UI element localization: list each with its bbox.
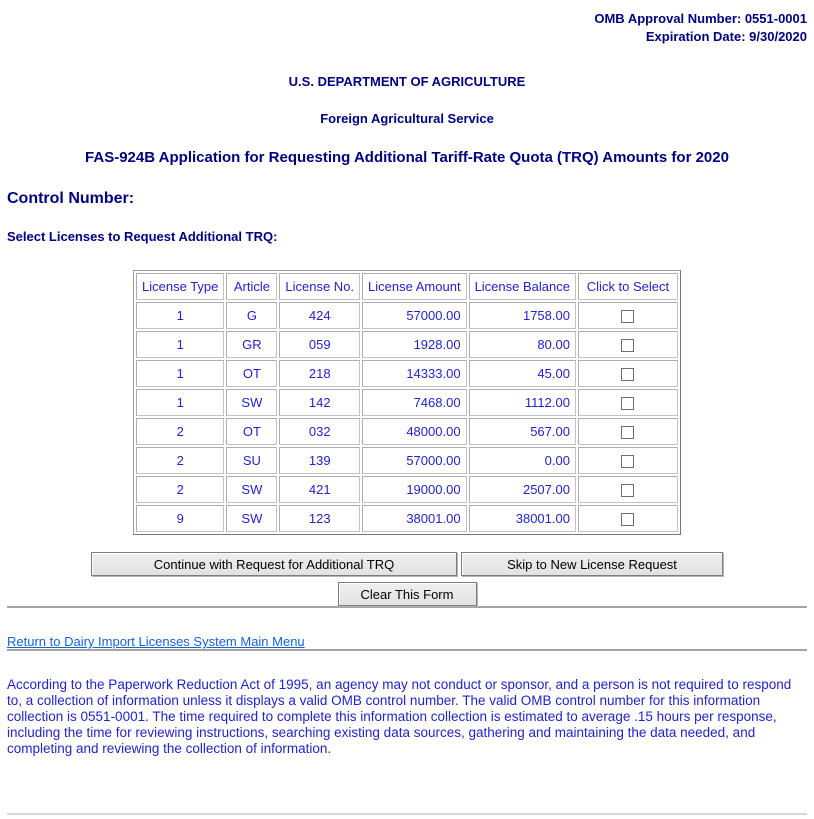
col-header-license-no: License No. — [279, 273, 360, 300]
cell-article: G — [226, 302, 277, 329]
cell-article: OT — [226, 418, 277, 445]
cell-license-balance: 567.00 — [469, 418, 576, 445]
cell-license-balance: 38001.00 — [469, 505, 576, 532]
cell-click-to-select — [578, 476, 678, 503]
agency-heading: Foreign Agricultural Service — [320, 111, 494, 126]
cell-license-type: 2 — [136, 447, 224, 474]
cell-license-type: 9 — [136, 505, 224, 532]
row-select-checkbox[interactable] — [621, 426, 634, 439]
cell-click-to-select — [578, 505, 678, 532]
cell-article: SW — [226, 389, 277, 416]
divider-middle — [7, 649, 807, 651]
cell-license-no: 421 — [279, 476, 360, 503]
return-main-menu-link[interactable]: Return to Dairy Import Licenses System Main Menu — [7, 634, 305, 649]
cell-license-no: 142 — [279, 389, 360, 416]
cell-click-to-select — [578, 389, 678, 416]
cell-click-to-select — [578, 331, 678, 358]
department-heading: U.S. DEPARTMENT OF AGRICULTURE — [288, 74, 526, 89]
row-select-checkbox[interactable] — [621, 339, 634, 352]
cell-license-type: 1 — [136, 302, 224, 329]
clear-form-button[interactable]: Clear This Form — [338, 582, 477, 606]
cell-click-to-select — [578, 418, 678, 445]
table-row — [136, 447, 678, 474]
control-number-label: Control Number: — [7, 190, 135, 207]
table-row — [136, 331, 678, 358]
cell-license-type: 1 — [136, 389, 224, 416]
continue-additional-trq-button[interactable]: Continue with Request for Additional TRQ — [91, 552, 457, 576]
cell-license-no: 424 — [279, 302, 360, 329]
col-header-license-type: License Type — [136, 273, 224, 300]
row-select-checkbox[interactable] — [621, 310, 634, 323]
cell-license-amount: 1928.00 — [362, 331, 467, 358]
license-table-head — [136, 273, 678, 300]
divider-bottom — [7, 813, 807, 815]
header-row — [136, 273, 678, 300]
cell-license-amount: 19000.00 — [362, 476, 467, 503]
return-link-line — [7, 634, 807, 649]
table-row — [136, 476, 678, 503]
cell-license-type: 2 — [136, 476, 224, 503]
cell-license-balance: 0.00 — [469, 447, 576, 474]
cell-article: SW — [226, 505, 277, 532]
row-select-checkbox[interactable] — [621, 455, 634, 468]
cell-article: OT — [226, 360, 277, 387]
cell-license-amount: 57000.00 — [362, 447, 467, 474]
cell-click-to-select — [578, 302, 678, 329]
row-select-checkbox[interactable] — [621, 397, 634, 410]
omb-approval-number: OMB Approval Number: 0551-0001 — [594, 11, 807, 26]
paperwork-reduction-notice: According to the Paperwork Reduction Act of 1995, an agency may not conduct or sponsor, and a person is not required to respond to, a collection of information unless it displays a valid OMB control number. The valid OMB control number for this information collection is 0551-0001. The time required to complete this information collection is estimated to average .15 hours per response, including the time for reviewing instructions, searching existing data sources, gathering and maintaining the data needed, and completing and reviewing the collection of information. — [7, 677, 792, 756]
cell-license-amount: 14333.00 — [362, 360, 467, 387]
cell-license-type: 2 — [136, 418, 224, 445]
col-header-click-to-select: Click to Select — [578, 273, 678, 300]
table-row — [136, 505, 678, 532]
omb-info-block — [7, 10, 807, 46]
primary-button-row — [7, 552, 807, 576]
cell-license-no: 139 — [279, 447, 360, 474]
table-row — [136, 360, 678, 387]
cell-license-balance: 2507.00 — [469, 476, 576, 503]
table-row — [136, 389, 678, 416]
license-table — [133, 270, 681, 535]
cell-license-balance: 45.00 — [469, 360, 576, 387]
row-select-checkbox[interactable] — [621, 513, 634, 526]
col-header-license-balance: License Balance — [469, 273, 576, 300]
form-title: FAS-924B Application for Requesting Additional Tariff-Rate Quota (TRQ) Amounts for 2020 — [85, 149, 729, 166]
cell-license-no: 059 — [279, 331, 360, 358]
secondary-button-row — [7, 582, 807, 606]
select-licenses-label: Select Licenses to Request Additional TRQ: — [7, 229, 278, 244]
col-header-license-amount: License Amount — [362, 273, 467, 300]
cell-license-balance: 1112.00 — [469, 389, 576, 416]
omb-expiration-date: Expiration Date: 9/30/2020 — [645, 29, 807, 44]
cell-license-no: 032 — [279, 418, 360, 445]
cell-license-amount: 48000.00 — [362, 418, 467, 445]
cell-click-to-select — [578, 360, 678, 387]
table-row — [136, 302, 678, 329]
skip-new-license-button[interactable]: Skip to New License Request — [461, 552, 723, 576]
cell-license-no: 218 — [279, 360, 360, 387]
table-row — [136, 418, 678, 445]
license-table-body — [136, 302, 678, 532]
cell-article: SW — [226, 476, 277, 503]
cell-license-no: 123 — [279, 505, 360, 532]
cell-license-balance: 80.00 — [469, 331, 576, 358]
cell-license-amount: 7468.00 — [362, 389, 467, 416]
cell-license-amount: 38001.00 — [362, 505, 467, 532]
cell-license-type: 1 — [136, 360, 224, 387]
cell-article: GR — [226, 331, 277, 358]
cell-article: SU — [226, 447, 277, 474]
row-select-checkbox[interactable] — [621, 484, 634, 497]
cell-click-to-select — [578, 447, 678, 474]
divider-top — [7, 606, 807, 608]
cell-license-amount: 57000.00 — [362, 302, 467, 329]
row-select-checkbox[interactable] — [621, 368, 634, 381]
cell-license-balance: 1758.00 — [469, 302, 576, 329]
cell-license-type: 1 — [136, 331, 224, 358]
col-header-article: Article — [226, 273, 277, 300]
